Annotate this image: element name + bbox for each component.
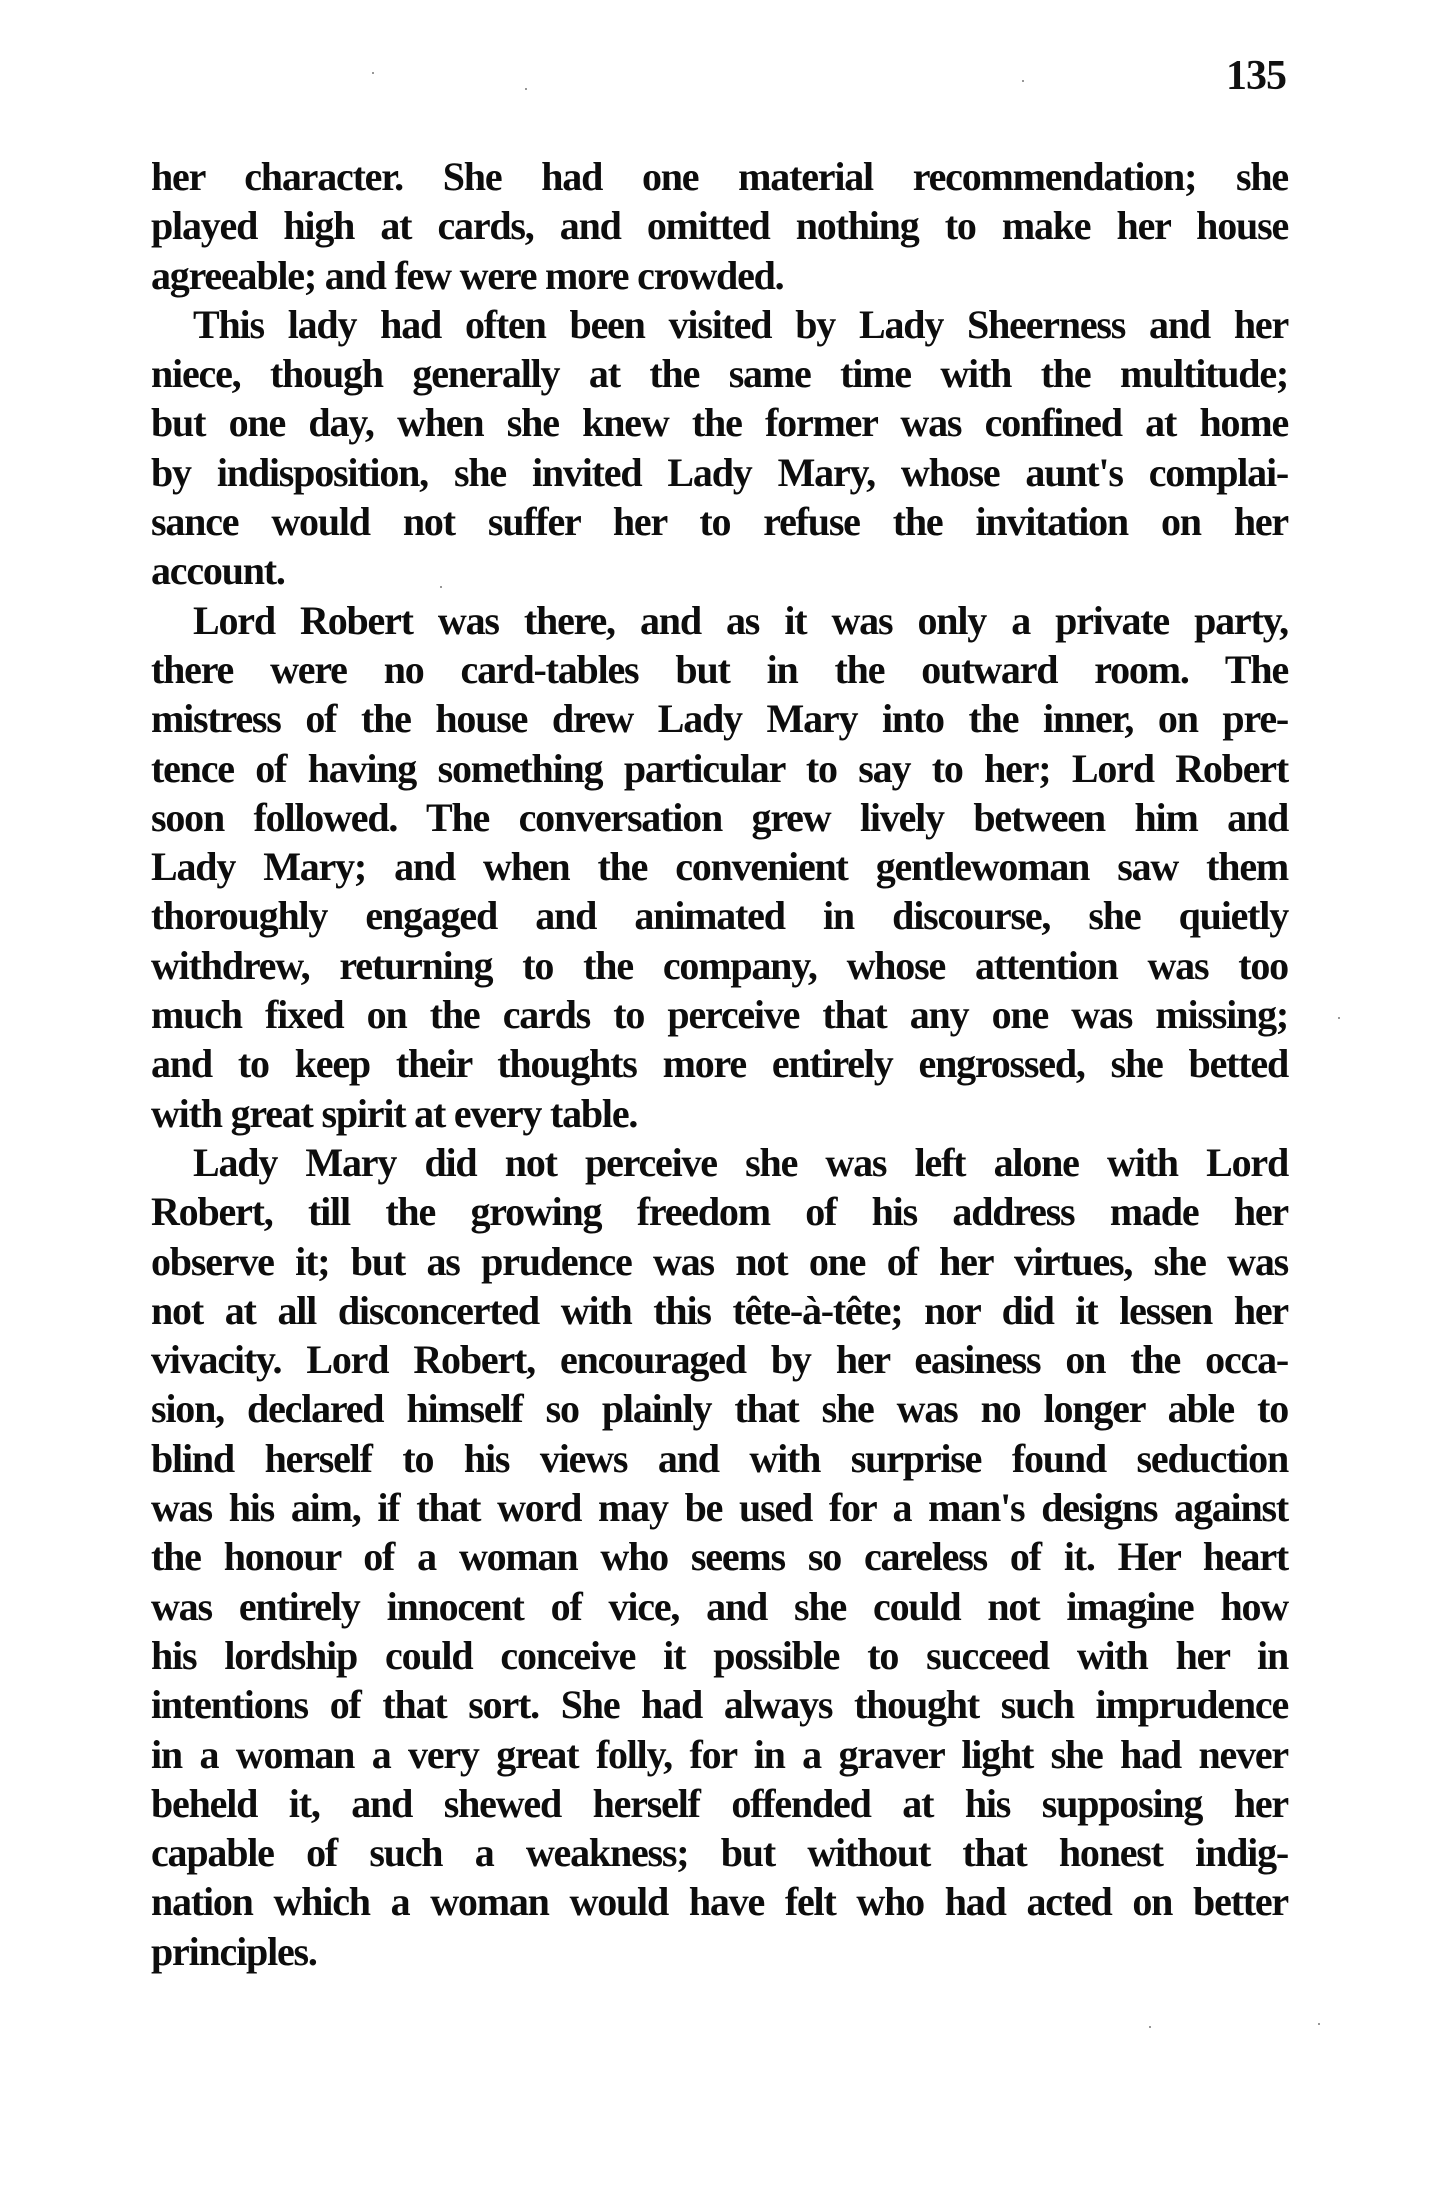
scan-speck [525, 88, 527, 90]
text-line: there were no card-tables but in the outward room. The [151, 646, 1288, 692]
page-number: 135 [1226, 53, 1286, 99]
paragraph [151, 300, 1288, 596]
body-text [151, 152, 1288, 1976]
text-line: in a woman a very great folly, for in a graver light she had never [151, 1731, 1288, 1777]
text-line: played high at cards, and omitted nothing to make her house [151, 203, 1288, 249]
scan-speck [1318, 2023, 1320, 2025]
scan-speck [1149, 2026, 1151, 2028]
text-line: withdrew, returning to the company, whose attention was too [151, 942, 1288, 988]
text-line: account. [151, 548, 285, 594]
text-line: and to keep their thoughts more entirely engrossed, she betted [151, 1041, 1288, 1087]
text-line: intentions of that sort. She had always thought such imprudence [151, 1682, 1288, 1728]
text-line: soon followed. The conversation grew lively between him and [151, 794, 1288, 840]
text-line: Lord Robert was there, and as it was only a private party, [193, 597, 1288, 643]
text-line: was his aim, if that word may be used for a man's designs against [151, 1485, 1288, 1531]
text-line: This lady had often been visited by Lady Sheerness and her [193, 301, 1288, 347]
text-line: blind herself to his views and with surprise found seduction [151, 1435, 1288, 1481]
text-line: tence of having something particular to say to her; Lord Robert [151, 745, 1288, 791]
text-line: thoroughly engaged and animated in discourse, she quietly [151, 893, 1288, 939]
text-line: sion, declared himself so plainly that she was no longer able to [151, 1386, 1288, 1432]
text-line: mistress of the house drew Lady Mary into the inner, on pre- [151, 696, 1288, 742]
paragraph [151, 1138, 1288, 1976]
scan-speck [372, 72, 374, 74]
text-line: with great spirit at every table. [151, 1090, 638, 1136]
text-line: not at all disconcerted with this tête-à-tête; nor did it lessen her [151, 1287, 1288, 1333]
text-line: beheld it, and shewed herself offended at his supposing her [151, 1780, 1288, 1826]
text-line: Lady Mary did not perceive she was left alone with Lord [193, 1139, 1288, 1185]
text-line: by indisposition, she invited Lady Mary, whose aunt's complai- [151, 449, 1288, 495]
text-line: niece, though generally at the same time with the multitude; [151, 351, 1288, 397]
text-line: agreeable; and few were more crowded. [151, 252, 784, 298]
text-line: Lady Mary; and when the convenient gentlewoman saw them [151, 844, 1288, 890]
text-line: much fixed on the cards to perceive that any one was missing; [151, 992, 1288, 1038]
scan-speck [1338, 1017, 1340, 1019]
paragraph [151, 152, 1288, 300]
text-line: capable of such a weakness; but without that honest indig- [151, 1830, 1288, 1876]
text-line: principles. [151, 1928, 317, 1974]
text-line: his lordship could conceive it possible to succeed with her in [151, 1632, 1288, 1678]
text-line: Robert, till the growing freedom of his address made her [151, 1189, 1288, 1235]
text-line: the honour of a woman who seems so careless of it. Her heart [151, 1534, 1288, 1580]
text-line: observe it; but as prudence was not one of her virtues, she was [151, 1238, 1288, 1284]
text-line: sance would not suffer her to refuse the invitation on her [151, 499, 1288, 545]
text-line: vivacity. Lord Robert, encouraged by her easiness on the occa- [151, 1337, 1288, 1383]
text-line: nation which a woman would have felt who had acted on better [151, 1879, 1288, 1925]
scan-speck [1022, 80, 1024, 82]
text-line: her character. She had one material recommendation; she [151, 154, 1288, 199]
text-line: was entirely innocent of vice, and she could not imagine how [151, 1583, 1288, 1629]
paragraph [151, 596, 1288, 1138]
text-line: but one day, when she knew the former was confined at home [151, 400, 1288, 446]
scan-speck [440, 586, 442, 588]
